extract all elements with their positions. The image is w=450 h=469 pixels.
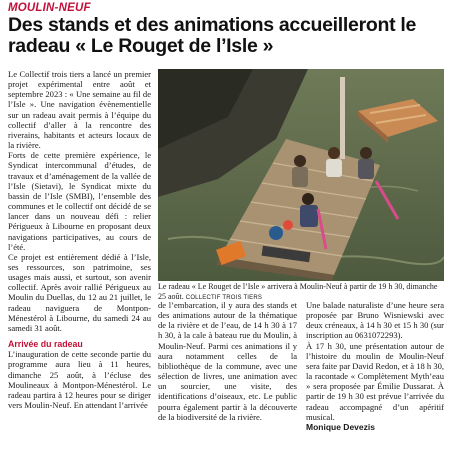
paragraph: Le Collectif trois tiers a lancé un premier projet expérimental entre août et septembre 2023 : « Une semaine au fil de l’Isle ». Une navigation évènementielle sur un radeau avait permis à l’équipe du collectif d’aller à la rencontre des riverains, habitants et acteurs locaux de la rivière. [8, 69, 151, 151]
raft-photo-illustration [158, 69, 444, 281]
photo-credit: COLLECTIF TROIS TIERS [185, 294, 263, 301]
article-headline: Des stands et des animations accueilleront le radeau « Le Rouget de l’Isle » [8, 14, 417, 57]
article-column-3 [306, 300, 444, 432]
section-subhead: Arrivée du radeau [8, 339, 83, 350]
article-photo [158, 69, 444, 281]
paragraph: Une balade naturaliste d’une heure sera proposée par Bruno Wisniewski avec deux créneaux, à 14 h 30 et 15 h 30 (sur inscription au 0631072293). [306, 300, 444, 341]
paragraph: Ce projet est entièrement dédié à l’Isle, ses ressources, son patrimoine, ses usages mais aussi, et surtout, son avenir collectif. Après avoir rallié Périgueux au Moulin du Duellas, du 12 au 21 juillet, le radeau naviguera de Montpon-Ménestérol à Libourne, du samedi 24 au samedi 31 août. [8, 251, 151, 333]
article-column-1 [8, 69, 151, 410]
paragraph: L’inauguration de cette seconde partie du programme aura lieu à 11 heures, dimanche 25 août, à l’écluse des Moulineaux à Montpon-Ménestérol. Le radeau partira à 12 heures pour se diriger vers Moulin-Neuf. En attendant l’arrivée [8, 349, 151, 410]
article-column-2 [158, 300, 297, 422]
paragraph: Forts de cette première expérience, le Syndicat intercommunal d’études, de travaux et d’aménagement de la vallée de l’Isle (Sietavi), le Syndicat mixte du bassin de l’Isle (SMBI), l’ensemble des communes et le collectif ont décidé de se lancer dans un nouveau défi : relier Périgueux à Libourne en proposant deux navigations participatives, au cours de l’été. [8, 150, 151, 252]
paragraph: de l’embarcation, il y aura des stands et des animations autour de la thématique de la rivière et de l’eau, de 14 h 30 à 17 h 30, à la cale à bateau rue du Moulin, à Moulin-Neuf. Parmi ces animations il y aura notamment celles de la bibliothèque de la commune, avec une sélection de livres, une animation avec un sourcier, une visite, des identifications d’oiseaux, etc. Le public pourra également partir à la découverte de la biodiversité de la rivière. [158, 300, 297, 422]
article-kicker: MOULIN-NEUF [8, 2, 91, 14]
caption-text: Le radeau « Le Rouget de l’Isle » arrivera à Moulin-Neuf à partir de 19 h 30, dimanche 25 août. [158, 282, 438, 301]
paragraph: À 17 h 30, une présentation autour de l’histoire du moulin de Moulin-Neuf sera faite par David Redon, et à 18 h 30, la racontade « Complètement Myth’eau » sera proposée par Émilie Dussarat. À partir de 19 h 30 est prévue l’arrivée du radeau accompagné d’un apéritif musical. [306, 340, 444, 422]
author-signature: Monique Devezis [306, 421, 375, 432]
